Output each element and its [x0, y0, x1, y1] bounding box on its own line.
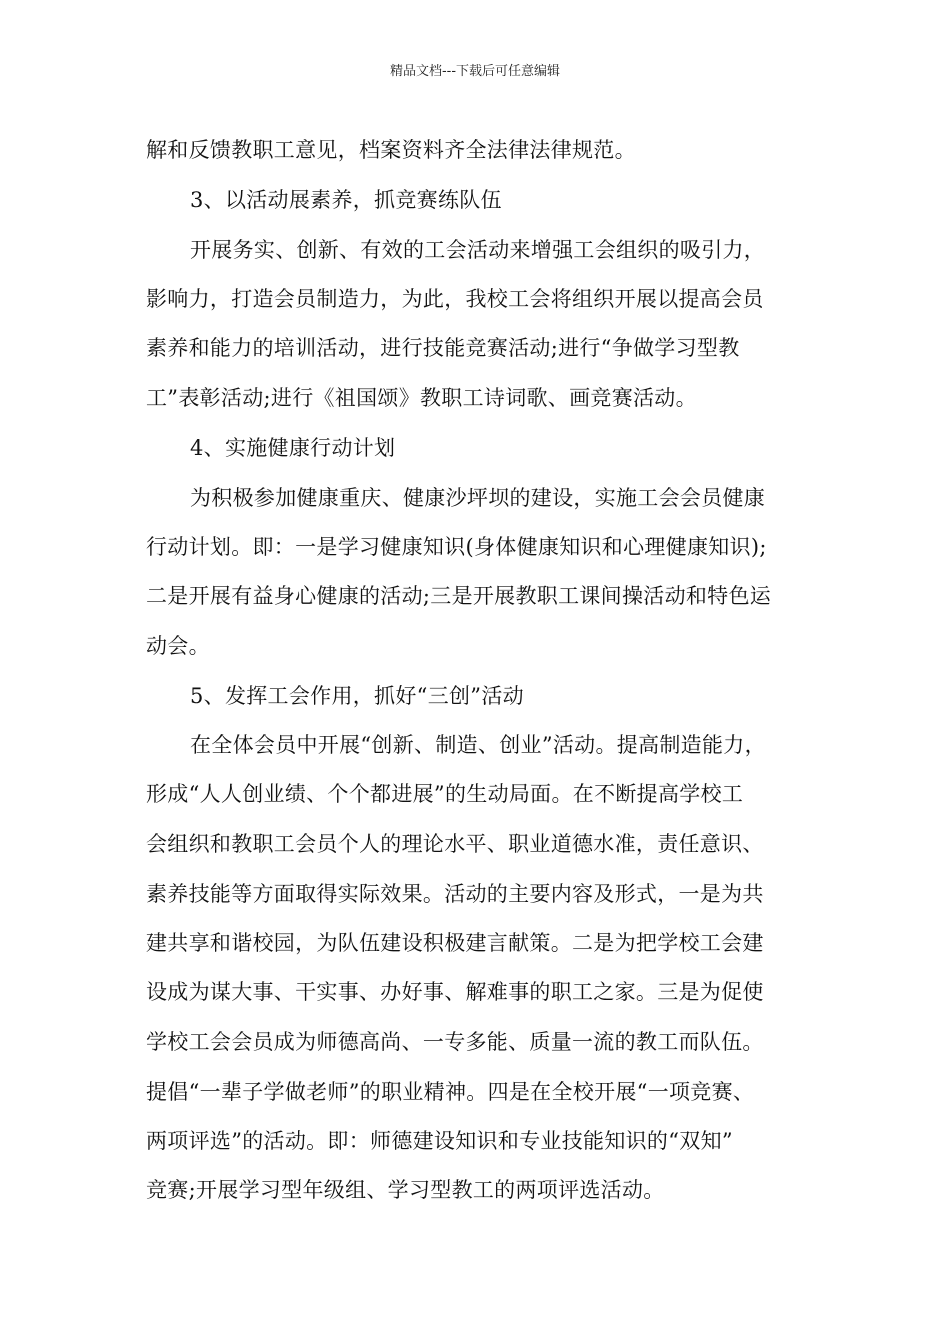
section-heading-4: 4、实施健康行动计划: [190, 436, 396, 460]
body-line-11: 动会。: [146, 634, 210, 658]
body-line-18: 设成为谋大事、干实事、办好事、解难事的职工之家。三是为促使: [146, 980, 764, 1004]
page-header: 精品文档---下载后可任意编辑: [389, 64, 561, 79]
section-heading-3: 3、以活动展素养，抓竞赛练队伍: [190, 188, 502, 212]
body-line-14: 形成“人人创业绩、个个都进展”的生动局面。在不断提高学校工: [146, 782, 744, 806]
body-line-22: 竞赛;开展学习型年级组、学习型教工的两项评选活动。: [146, 1178, 665, 1202]
body-line-15: 会组织和教职工会员个人的理论水平、职业道德水准，责任意识、: [146, 832, 764, 856]
section-heading-5: 5、发挥工会作用，抓好“三创”活动: [190, 684, 524, 708]
body-line-16: 素养技能等方面取得实际效果。活动的主要内容及形式，一是为共: [146, 882, 764, 906]
body-line-8: 为积极参加健康重庆、健康沙坪坝的建设，实施工会会员健康: [190, 486, 766, 510]
body-line-6: 工”表彰活动;进行《祖国颂》教职工诗词歌、画竞赛活动。: [146, 386, 697, 410]
body-line-9: 行动计划。即：一是学习健康知识(身体健康知识和心理健康知识);: [146, 535, 767, 559]
body-line-5: 素养和能力的培训活动，进行技能竞赛活动;进行“争做学习型教: [146, 336, 740, 360]
body-line-20: 提倡“一辈子学做老师”的职业精神。四是在全校开展“一项竞赛、: [146, 1080, 755, 1104]
body-line-3: 开展务实、创新、有效的工会活动来增强工会组织的吸引力，: [190, 238, 766, 262]
body-line-13: 在全体会员中开展“创新、制造、创业”活动。提高制造能力，: [190, 733, 766, 757]
body-line-4: 影响力，打造会员制造力，为此，我校工会将组织开展以提高会员: [146, 287, 764, 311]
body-line-17: 建共享和谐校园，为队伍建设积极建言献策。二是为把学校工会建: [146, 931, 764, 955]
body-line-1: 解和反馈教职工意见，档案资料齐全法律法律规范。: [146, 138, 636, 162]
body-line-19: 学校工会会员成为师德高尚、一专多能、质量一流的教工而队伍。: [146, 1030, 764, 1054]
body-line-21: 两项评选”的活动。即：师德建设知识和专业技能知识的“双知”: [146, 1129, 733, 1153]
body-line-10: 二是开展有益身心健康的活动;三是开展教职工课间操活动和特色运: [146, 584, 772, 608]
